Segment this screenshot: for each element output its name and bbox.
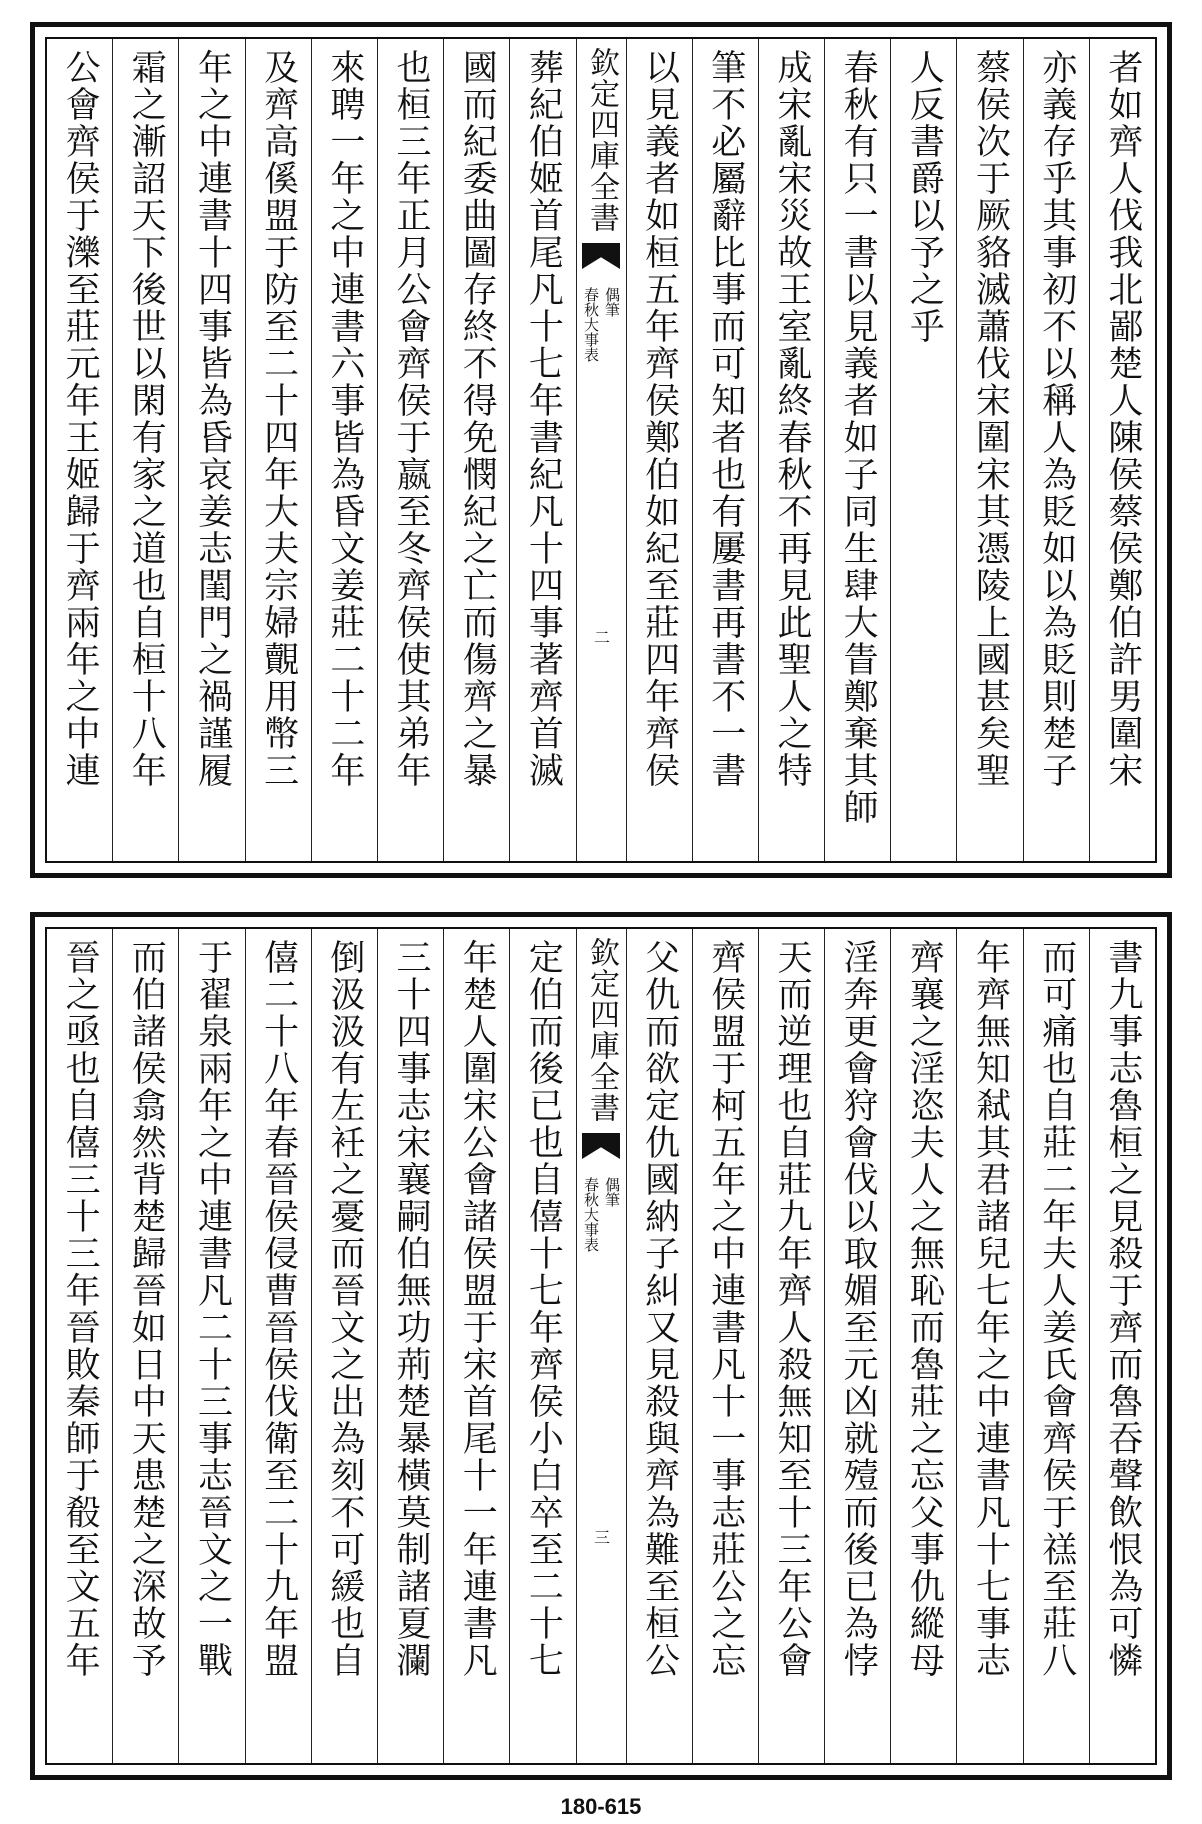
text-column (890, 39, 956, 861)
text-column (626, 929, 692, 1763)
text-column (758, 929, 824, 1763)
column-text: 年齊無知弒其君諸兒七年之中連書凡十七事志 (970, 939, 1011, 1679)
text-column (178, 39, 244, 861)
column-text: 齊侯盟于柯五年之中連書凡十一事志莊公之忘 (705, 939, 746, 1679)
column-text: 國而紀委曲圖存終不得免憫紀之亡而傷齊之暴 (457, 49, 498, 789)
column-text: 僖二十八年春晉侯侵曹晉侯伐衛至二十九年盟 (258, 939, 299, 1679)
text-column (311, 929, 377, 1763)
text-column (626, 39, 692, 861)
text-column (956, 929, 1022, 1763)
column-text: 春秋有只一書以見義者如子同生肆大眚鄭棄其師 (838, 49, 879, 826)
column-text: 葬紀伯姬首尾凡十七年書紀凡十四事著齊首滅 (523, 49, 564, 789)
text-column (112, 39, 178, 861)
leaf-number: 二 (591, 629, 611, 645)
column-text: 天而逆理也自莊九年齊人殺無知至十三年公會 (771, 939, 812, 1679)
text-column (1089, 39, 1155, 861)
column-text: 以見義者如桓五年齊侯鄭伯如紀至莊四年齊侯 (639, 49, 680, 789)
text-column (443, 39, 509, 861)
column-text: 亦義存乎其事初不以稱人為貶如以為貶則楚子 (1036, 49, 1077, 789)
text-column (1089, 929, 1155, 1763)
text-column (178, 929, 244, 1763)
text-column (112, 929, 178, 1763)
column-text: 于翟泉兩年之中連書凡二十三事志晉文之一戰 (192, 939, 233, 1679)
text-column (245, 929, 311, 1763)
center-fold (576, 39, 626, 861)
column-text: 及齊高傒盟于防至二十四年大夫宗婦覿用幣三 (258, 49, 299, 789)
text-column (758, 39, 824, 861)
text-column (890, 929, 956, 1763)
text-column (824, 39, 890, 861)
column-text: 蔡侯次于厥貉滅蕭伐宋圍宋其憑陵上國甚矣聖 (970, 49, 1011, 789)
leaf-number: 三 (591, 1529, 611, 1545)
column-text: 晉之亟也自僖三十三年晉敗秦師于殽至文五年 (60, 939, 101, 1679)
column-text: 三十四事志宋襄嗣伯無功荊楚暴橫莫制諸夏瀾 (391, 939, 432, 1679)
fishtail-mark (582, 243, 620, 269)
column-text: 筆不必屬辭比事而可知者也有屢書再書不一書 (705, 49, 746, 789)
text-column (377, 39, 443, 861)
column-text: 霜之漸詔天下後世以閑有家之道也自桓十八年 (126, 49, 167, 789)
lower-page-frame (45, 927, 1157, 1765)
column-text: 父仇而欲定仇國納子糾又見殺與齊為難至桓公 (639, 939, 680, 1679)
column-text: 淫奔更會狩會伐以取媚至元凶就殪而後已為悖 (838, 939, 879, 1679)
text-column (1023, 39, 1089, 861)
center-fold (576, 929, 626, 1763)
column-text: 公會齊侯于濼至莊元年王姬歸于齊兩年之中連 (60, 49, 101, 789)
lower-page (30, 912, 1172, 1780)
text-column (245, 39, 311, 861)
column-text: 年楚人圍宋公會諸侯盟于宋首尾十一年連書凡 (457, 939, 498, 1679)
text-column (1023, 929, 1089, 1763)
column-text: 齊襄之淫恣夫人之無恥而魯莊之忘父事仇縱母 (904, 939, 945, 1679)
upper-page (30, 22, 1172, 878)
book-subtitle (583, 287, 619, 362)
subtitle-main: 春秋大事表 (582, 1177, 600, 1252)
text-column (692, 39, 758, 861)
text-column (509, 39, 575, 861)
column-text: 成宋亂宋災故王室亂終春秋不再見此聖人之特 (771, 49, 812, 789)
text-column (692, 929, 758, 1763)
column-text: 也桓三年正月公會齊侯于嬴至冬齊侯使其弟年 (391, 49, 432, 789)
text-column (47, 929, 112, 1763)
column-text: 來聘一年之中連書六事皆為昏文姜莊二十二年 (324, 49, 365, 789)
upper-page-frame (45, 37, 1157, 863)
text-column (956, 39, 1022, 861)
text-column (377, 929, 443, 1763)
subtitle-sub: 偶筆 (603, 1177, 621, 1207)
text-column (509, 929, 575, 1763)
column-text: 倒汲汲有左衽之憂而晉文之出為刻不可緩也自 (324, 939, 365, 1679)
header-title: 欽定四庫全書 (584, 937, 619, 1123)
column-text: 而可痛也自莊二年夫人姜氏會齊侯于禚至莊八 (1036, 939, 1077, 1679)
book-subtitle (583, 1177, 619, 1252)
text-column (824, 929, 890, 1763)
text-column (47, 39, 112, 861)
subtitle-sub: 偶筆 (603, 287, 621, 317)
subtitle-main: 春秋大事表 (582, 287, 600, 362)
fishtail-mark (582, 1133, 620, 1159)
column-text: 而伯諸侯翕然背楚歸晉如日中天患楚之深故予 (126, 939, 167, 1679)
page-footer-number: 180-615 (560, 1794, 642, 1819)
column-text: 年之中連書十四事皆為昏哀姜志閨門之禍謹履 (192, 49, 233, 789)
column-text: 書九事志魯桓之見殺于齊而魯吞聲飲恨為可憐 (1102, 939, 1143, 1679)
column-text: 人反書爵以予之乎 (904, 49, 945, 345)
text-column (443, 929, 509, 1763)
text-column (311, 39, 377, 861)
header-title: 欽定四庫全書 (584, 47, 619, 233)
column-text: 定伯而後已也自僖十七年齊侯小白卒至二十七 (523, 939, 564, 1679)
column-text: 者如齊人伐我北鄙楚人陳侯蔡侯鄭伯許男圍宋 (1102, 49, 1143, 789)
